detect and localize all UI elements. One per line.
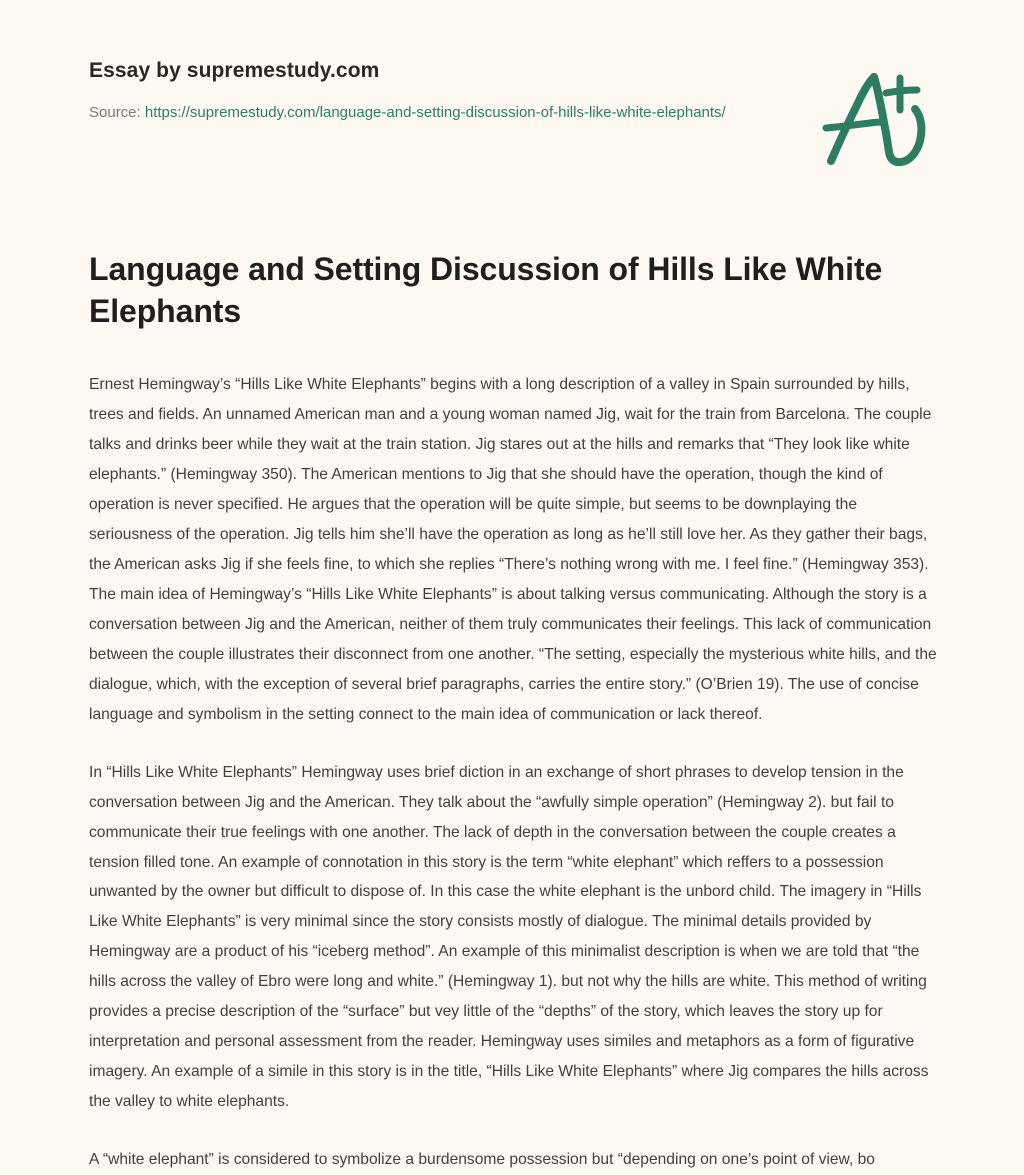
- source-line: [89, 101, 769, 125]
- aplus-logo[interactable]: [818, 62, 938, 172]
- article-paragraph-1: Ernest Hemingway’s “Hills Like White Elephants” begins with a long description of a valley in Spain surrounded by hills, trees and fields. An unnamed American man and a young woman named Jig, wait for the train from Barcelona. The couple talks and drinks beer while they wait at the train station. Jig stares out at the hills and remarks that “They look like white elephants.” (Hemingway 350). The American mentions to Jig that she should have the operation, though the kind of operation is never specified. He argues that the operation will be quite simple, but seems to be downplaying the seriousness of the operation. Jig tells him she’ll have the operation as long as he’ll still love her. As they gather their bags, the American asks Jig if she feels fine, to which she replies “There’s nothing wrong with me. I feel fine.” (Hemingway 353). The main idea of Hemingway’s “Hills Like White Elephants” is about talking versus communicating. Although the story is a conversation between Jig and the American, neither of them truly communicates their feelings. This lack of communication between the couple illustrates their disconnect from one another. “The setting, especially the mysterious white hills, and the dialogue, which, with the exception of several brief paragraphs, carries the entire story.” (O’Brien 19). The use of concise language and symbolism in the setting connect to the main idea of communication or lack thereof.: [89, 376, 937, 723]
- article-body: [89, 370, 937, 1174]
- aplus-logo-icon: [818, 62, 938, 172]
- article-container: [89, 248, 937, 1175]
- article-paragraph-3: A “white elephant” is considered to symbolize a burdensome possession but “depending on one’s point of view, bo: [89, 1150, 875, 1168]
- essay-byline: Essay by supremestudy.com: [89, 59, 380, 82]
- header-text-column: [89, 58, 789, 125]
- source-url-link[interactable]: https://supremestudy.com/language-and-setting-discussion-of-hills-like-white-elephants/: [144, 104, 726, 122]
- page-title: Language and Setting Discussion of Hills Like White Elephants: [89, 251, 883, 330]
- source-label: Source:: [89, 104, 145, 122]
- article-paragraph-2: In “Hills Like White Elephants” Hemingway uses brief diction in an exchange of short phrases to develop tension in the conversation between Jig and the American. They talk about the “awfully simple operation” (Hemingway 2). but fail to communicate their true feelings with one another. The lack of depth in the conversation between the couple creates a tension filled tone. An example of connotation in this story is the term “white elephant” which reffers to a possession unwanted by the owner but difficult to dispose of. In this case the white elephant is the unbord child. The imagery in “Hills Like White Elephants” is very minimal since the story consists mostly of dialogue. The minimal details provided by Hemingway are a product of his “iceberg method”. An example of this minimalist description is when we are told that “the hills across the valley of Ebro were long and white.” (Hemingway 1). but not why the hills are white. This method of writing provides a precise description of the “surface” but vey little of the “depths” of the story, which leaves the story up for interpretation and personal assessment from the reader. Hemingway uses similes and metaphors as a form of figurative imagery. An example of a simile in this story is in the title, “Hills Like White Elephants” where Jig compares the hills across the valley to white elephants.: [89, 763, 929, 1111]
